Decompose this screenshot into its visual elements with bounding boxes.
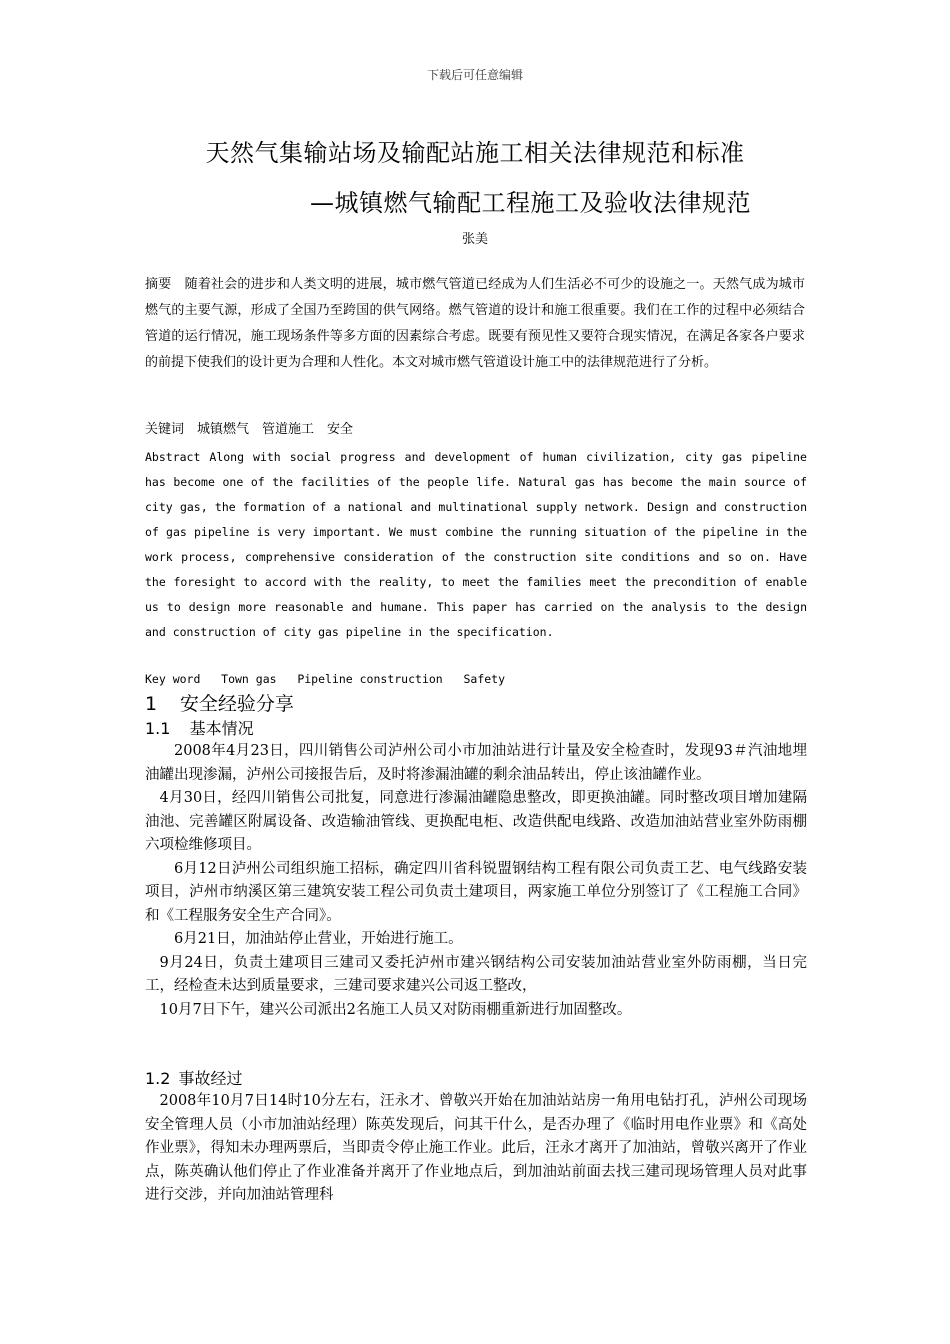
title-line-2: —城镇燃气输配工程施工及验收法律规范 bbox=[310, 189, 751, 217]
abstract-en: Abstract Along with social progress and development of human civilization, city gas pipeline has become one of the facilities of the people life. Natural gas has become the main source of city gas, the formation of a national and multinational supply network. Design and construction of gas pipeline is very important. We must combine the running situation of the pipeline in the work process, comprehensive consideration of the construction site conditions and so on. Have the foresight to accord with the reality, to meet the families meet the precondition of enable us to design more reasonable and humane. This paper has carried on the analysis to the design and construction of city gas pipeline in the specification. bbox=[145, 450, 807, 639]
abstract-cn: 摘要 随着社会的进步和人类文明的进展，城市燃气管道已经成为人们生活必不可少的设施之一。天然气成为城市燃气的主要气源，形成了全国乃至跨国的供气网络。燃气管道的设计和施工很重要。我们在工作的过程中必须结合管道的运行情况，施工现场条件等多方面的因素综合考虑。既要有预见性又要符合现实情况，在满足各家各户要求的前提下使我们的设计更为合理和人性化。本文对城市燃气管道设计施工中的法律规范进行了分析。 bbox=[145, 277, 805, 370]
paragraph: 2008年4月23日，四川销售公司泸州公司小市加油站进行计量及安全检查时，发现93＃汽油地埋油罐出现渗漏，泸州公司接报告后，及时将渗漏油罐的剩余油品转出，停止该油罐作业。 bbox=[145, 743, 807, 783]
section-1-heading bbox=[145, 689, 294, 716]
author: 张美 bbox=[461, 232, 488, 247]
section-1-1-heading bbox=[145, 716, 254, 739]
keywords-en: Key word Town gas Pipeline construction Safety bbox=[145, 672, 506, 686]
paragraph: 6月12日泸州公司组织施工招标，确定四川省科锐盟钢结构工程有限公司负责工艺、电气线路安装项目，泸州市纳溪区第三建筑安装工程公司负责土建项目，两家施工单位分别签订了《工程施工合同》和《工程服务安全生产合同》。 bbox=[145, 860, 807, 924]
keywords-cn: 关键词 城镇燃气 管道施工 安全 bbox=[145, 422, 354, 437]
title-line-1: 天然气集输站场及输配站施工相关法律规范和标准 bbox=[205, 139, 745, 167]
section-1-1-number: 1.1 bbox=[145, 719, 171, 738]
paragraph: 9月24日，负责土建项目三建司又委托泸州市建兴钢结构公司安装加油站营业室外防雨棚，当日完工，经检查未达到质量要求，三建司要求建兴公司返工整改， bbox=[145, 954, 807, 994]
section-1-2-body bbox=[145, 1090, 807, 1208]
section-1-title: 安全经验分享 bbox=[179, 693, 294, 715]
section-1-number: 1 bbox=[145, 693, 158, 715]
page-header: 下载后可任意编辑 bbox=[426, 68, 523, 82]
paragraph: 10月7日下午，建兴公司派出2名施工人员又对防雨棚重新进行加固整改。 bbox=[159, 1001, 632, 1018]
section-1-2-number: 1.2 bbox=[145, 1069, 171, 1088]
paragraph: 4月30日，经四川销售公司批复，同意进行渗漏油罐隐患整改，即更换油罐。同时整改项目增加建隔油池、完善罐区附属设备、改造输油管线、更换配电柜、改造供配电线路、改造加油站营业室外防雨棚六项检维修项目。 bbox=[145, 790, 807, 853]
section-1-1-body bbox=[145, 740, 807, 1022]
paragraph: 6月21日，加油站停止营业，开始进行施工。 bbox=[174, 931, 463, 947]
section-1-2-title: 事故经过 bbox=[178, 1069, 243, 1088]
section-1-1-title: 基本情况 bbox=[189, 719, 254, 738]
paragraph: 2008年10月7日14时10分左右，汪永才、曾敬兴开始在加油站站房一角用电钻打孔，泸州公司现场安全管理人员（小市加油站经理）陈英发现后，问其干什么，是否办理了《临时用电作业票》和《高处作业票》，得知未办理两票后，当即责令停止施工作业。此后，汪永才离开了加油站，曾敬兴离开了作业点，陈英确认他们停止了作业准备并离开了作业地点后，到加油站前面去找三建司现场管理人员对此事进行交涉，并向加油站管理科 bbox=[145, 1093, 807, 1203]
section-1-2-heading bbox=[145, 1066, 242, 1089]
